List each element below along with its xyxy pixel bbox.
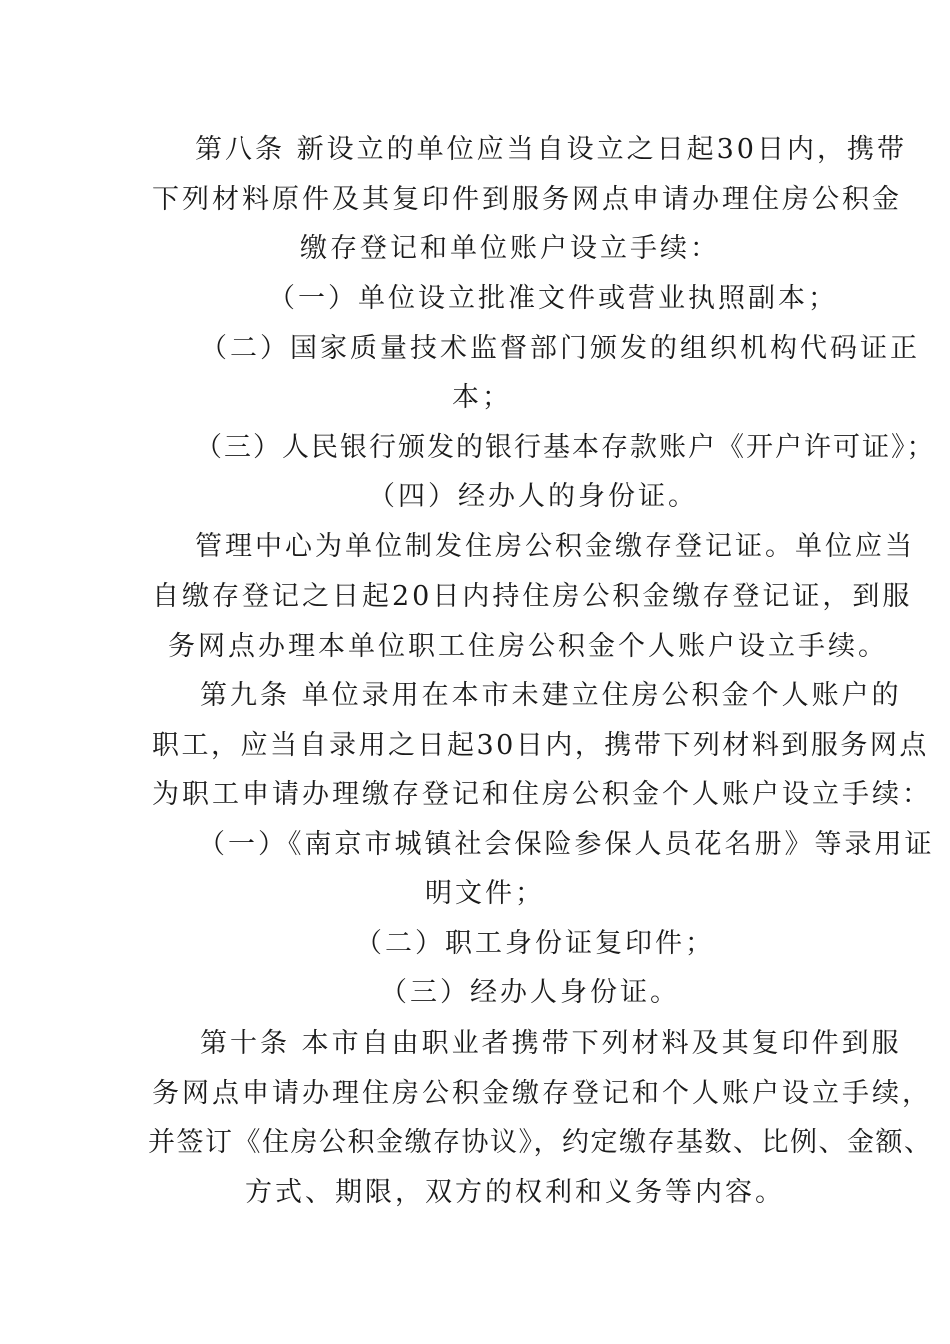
- article-10-line-2: 务网点申请办理住房公积金缴存登记和个人账户设立手续，: [152, 1078, 932, 1109]
- text-line: [0, 130, 950, 170]
- article-9-item-1: （一）《南京市城镇社会保险参保人员花名册》等录用证: [198, 829, 935, 860]
- paragraph-line: 自缴存登记之日起20日内持住房公积金缴存登记证，到服: [152, 581, 913, 612]
- article-8-item-3: （三）人民银行颁发的银行基本存款账户《开户许可证》；: [195, 432, 936, 463]
- article-8-item-2-cont: 本；: [452, 382, 512, 413]
- article-9-line-3: 为职工申请办理缴存登记和住房公积金个人账户设立手续：: [152, 779, 932, 810]
- text-line: [0, 973, 950, 1013]
- article-8-item-4: （四）经办人的身份证。: [368, 481, 698, 512]
- article-10-line-3: 并签订《住房公积金缴存协议》，约定缴存基数、比例、金额、: [148, 1127, 933, 1158]
- article-8-line-2: 下列材料原件及其复印件到服务网点申请办理住房公积金: [152, 184, 902, 215]
- text-line: [0, 676, 950, 716]
- text-line: [0, 329, 950, 369]
- article-9-item-1-cont: 明文件；: [425, 878, 545, 909]
- text-line: [0, 378, 950, 418]
- article-8-item-1: （一）单位设立批准文件或营业执照副本；: [268, 283, 838, 314]
- text-line: [0, 924, 950, 964]
- article-8-line-1: 第八条 新设立的单位应当自设立之日起30日内，携带: [195, 134, 907, 165]
- text-line: [0, 527, 950, 567]
- text-line: [0, 1123, 950, 1163]
- article-8-item-2: （二）国家质量技术监督部门颁发的组织机构代码证正: [200, 333, 920, 364]
- text-line: [0, 825, 950, 865]
- article-9-line-1: 第九条 单位录用在本市未建立住房公积金个人账户的: [200, 680, 902, 711]
- text-line: [0, 428, 950, 468]
- text-line: [0, 180, 950, 220]
- text-line: [0, 229, 950, 269]
- text-line: [0, 627, 950, 667]
- text-line: [0, 279, 950, 319]
- article-9-line-2: 职工，应当自录用之日起30日内，携带下列材料到服务网点: [152, 730, 929, 761]
- article-9-item-3: （三）经办人身份证。: [380, 977, 680, 1008]
- text-line: [0, 1173, 950, 1213]
- text-line: [0, 874, 950, 914]
- paragraph-line: 务网点办理本单位职工住房公积金个人账户设立手续。: [168, 631, 888, 662]
- text-line: [0, 477, 950, 517]
- article-10-line-4: 方式、期限，双方的权利和义务等内容。: [245, 1177, 785, 1208]
- text-line: [0, 1074, 950, 1114]
- text-line: [0, 1024, 950, 1064]
- article-9-item-2: （二）职工身份证复印件；: [355, 928, 715, 959]
- text-line: [0, 577, 950, 617]
- article-8-line-3: 缴存登记和单位账户设立手续：: [300, 233, 720, 264]
- paragraph-line: 管理中心为单位制发住房公积金缴存登记证。单位应当: [195, 531, 915, 562]
- text-line: [0, 726, 950, 766]
- article-10-line-1: 第十条 本市自由职业者携带下列材料及其复印件到服: [200, 1028, 902, 1059]
- text-line: [0, 775, 950, 815]
